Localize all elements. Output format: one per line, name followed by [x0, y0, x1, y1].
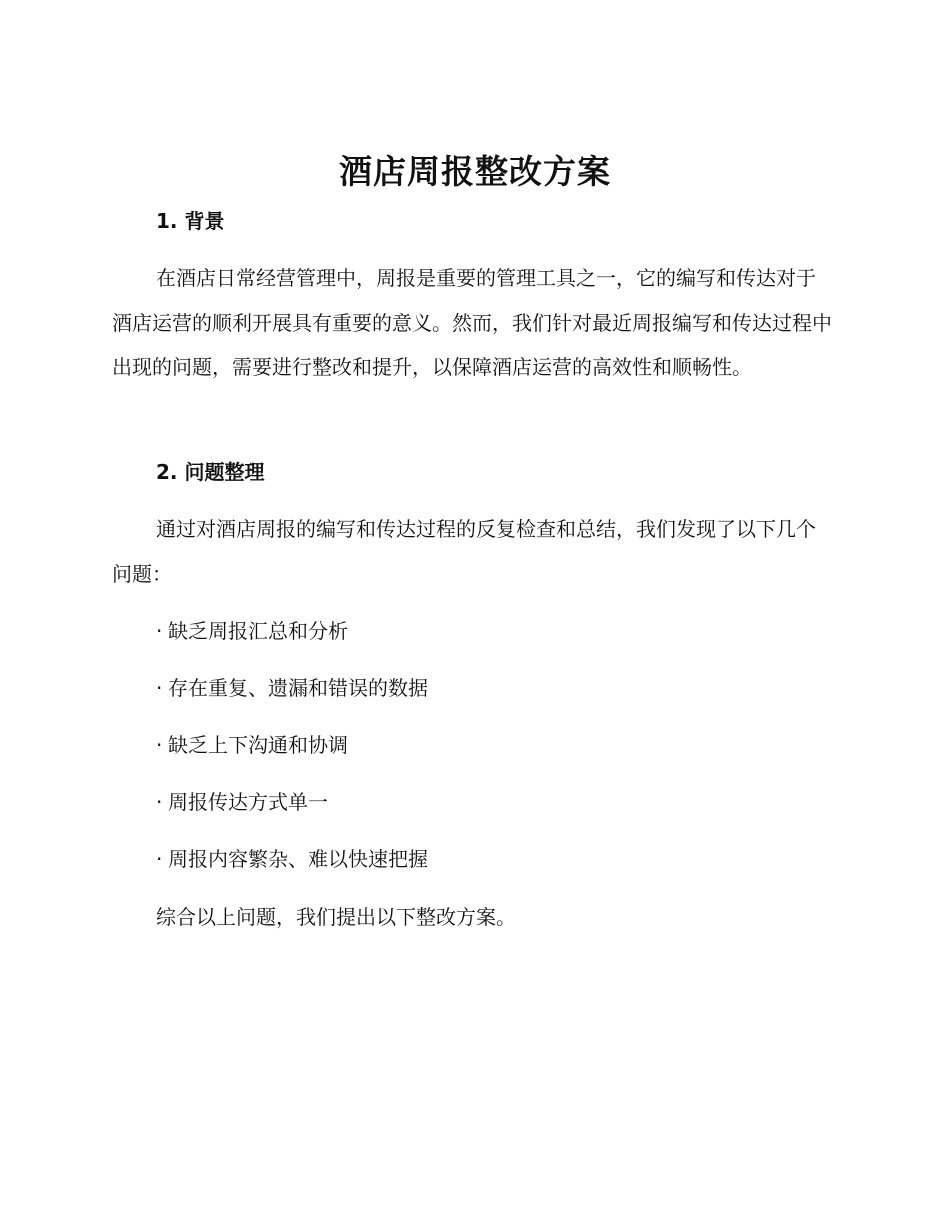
section-heading-issues: 2. 问题整理	[156, 460, 265, 484]
bullet-marker: ·	[156, 847, 163, 871]
bullet-marker: ·	[156, 733, 163, 757]
closing-sentence: 综合以上问题，我们提出以下整改方案。	[156, 905, 516, 929]
list-item	[156, 617, 348, 645]
background-paragraph: 在酒店日常经营管理中，周报是重要的管理工具之一，它的编写和传达对于酒店运营的顺利开展具有重要的意义。然而，我们针对最近周报编写和传达过程中出现的问题，需要进行整改和提升，以保障酒店运营的高效性和顺畅性。	[112, 266, 832, 379]
bullet-marker: ·	[156, 619, 163, 643]
list-item	[156, 731, 348, 759]
list-item-text: 周报传达方式单一	[168, 790, 328, 814]
list-item-text: 缺乏周报汇总和分析	[168, 619, 348, 643]
list-item	[156, 845, 428, 873]
list-item-text: 存在重复、遗漏和错误的数据	[168, 676, 428, 700]
section-heading-background: 1. 背景	[156, 209, 225, 233]
list-item-text: 缺乏上下沟通和协调	[168, 733, 348, 757]
bullet-marker: ·	[156, 676, 163, 700]
issues-intro-paragraph: 通过对酒店周报的编写和传达过程的反复检查和总结，我们发现了以下几个问题：	[112, 517, 816, 586]
list-item-text: 周报内容繁杂、难以快速把握	[168, 847, 428, 871]
list-item	[156, 788, 328, 816]
bullet-marker: ·	[156, 790, 163, 814]
document-title: 酒店周报整改方案	[339, 152, 611, 191]
list-item	[156, 674, 428, 702]
